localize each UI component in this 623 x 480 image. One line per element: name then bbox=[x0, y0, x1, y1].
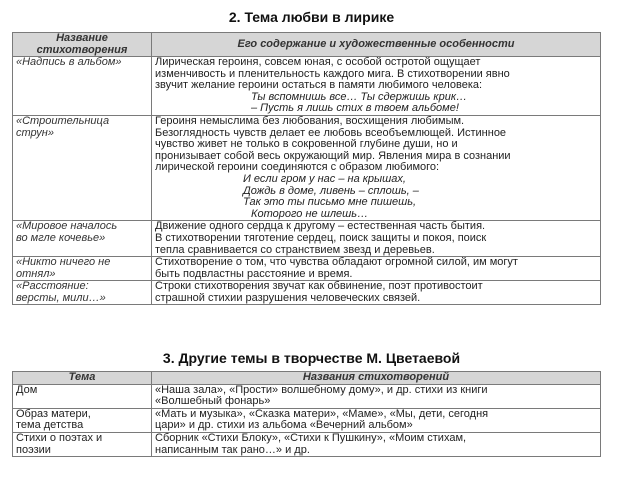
description-line: быть подвластны расстояние и время. bbox=[155, 268, 353, 280]
description-line: Стихотворение о том, что чувства обладают огромной силой, им могут bbox=[155, 257, 518, 269]
description-line: Движение одного сердца к другому – естественная часть бытия. bbox=[155, 221, 486, 233]
table-row bbox=[13, 432, 601, 456]
poem-title-line: во мгле кочевье» bbox=[16, 232, 106, 244]
description-line: лирической героини соединяются с образом любимого: bbox=[155, 162, 440, 174]
theme-cell bbox=[13, 408, 152, 432]
poem-title-cell bbox=[13, 281, 152, 305]
other-themes-table bbox=[12, 371, 601, 457]
poem-title-line: «Мировое началось bbox=[16, 221, 118, 233]
poem-quote-line: Дождь в доме, ливень – сплошь, – bbox=[243, 184, 419, 197]
poem-title-line: «Никто ничего не bbox=[16, 257, 111, 269]
poem-quote-line: Которого не шлешь… bbox=[251, 207, 369, 220]
description-line: пронизывает собой весь окружающий мир. Явления мира в сознании bbox=[155, 150, 511, 162]
description-line: Строки стихотворения звучат как обвинение, поэт противостоит bbox=[155, 281, 483, 293]
poem-quote-line: Так это ты письмо мне пишешь, bbox=[243, 196, 417, 209]
poem-description-cell bbox=[152, 221, 601, 257]
poem-title-line: «Строительница bbox=[16, 115, 110, 127]
description-line: В стихотворении тяготение сердец, поиск защиты и покоя, поиск bbox=[155, 232, 487, 244]
poem-title-cell bbox=[13, 257, 152, 281]
poem-names-cell bbox=[152, 384, 601, 408]
poem-quote-line: И если гром у нас – на крышах, bbox=[243, 172, 406, 185]
poem-names-cell bbox=[152, 432, 601, 456]
poem-title-line: отнял» bbox=[16, 268, 56, 280]
header-line: стихотворения bbox=[36, 44, 128, 56]
description-line: Безоглядность чувств делает ее любовь всеобъемлющей. Истинное bbox=[155, 127, 507, 139]
theme-line: Образ матери, bbox=[16, 408, 91, 420]
theme-line: тема детства bbox=[16, 420, 84, 432]
description-line: страшной стихии разрушения человеческих связей. bbox=[155, 292, 421, 304]
description-line: чувство живет не только в сокровенной глубине души, но и bbox=[155, 139, 458, 151]
table-row bbox=[13, 257, 601, 281]
column-header-poem-names: Названия стихотворений bbox=[152, 372, 601, 385]
poem-title-cell bbox=[13, 115, 152, 220]
column-header-theme: Тема bbox=[13, 372, 152, 385]
poem-description-cell bbox=[152, 115, 601, 220]
description-line: Героиня немыслима без любования, восхищения любимым. bbox=[155, 115, 465, 127]
poem-names-line: Сборник «Стихи Блоку», «Стихи к Пушкину», «Моим стихам, bbox=[155, 432, 467, 444]
theme-line: Стихи о поэтах и bbox=[16, 432, 103, 444]
poem-names-line: «Мать и музыка», «Сказка матери», «Маме», «Мы, дети, сегодня bbox=[155, 408, 489, 420]
poem-title-cell bbox=[13, 221, 152, 257]
poem-names-line: написанным так рано…» и др. bbox=[155, 444, 310, 456]
poem-description-cell bbox=[152, 57, 601, 116]
table-row bbox=[13, 384, 601, 408]
poem-quote-line: Ты вспомнишь все… Ты сдержишь крик… bbox=[251, 90, 468, 103]
table-row bbox=[13, 57, 601, 116]
table-header-row bbox=[13, 372, 601, 385]
poem-title-line: версты, мили…» bbox=[16, 292, 106, 304]
description-line: Лирическая героиня, совсем юная, с особой остротой ощущает bbox=[155, 57, 481, 68]
poem-quote-line: – Пусть я лишь стих в твоем альбоме! bbox=[251, 102, 459, 115]
poem-description-cell bbox=[152, 257, 601, 281]
poem-title-line: «Расстояние: bbox=[16, 281, 89, 293]
poem-description-cell bbox=[152, 281, 601, 305]
theme-cell bbox=[13, 432, 152, 456]
love-theme-table bbox=[12, 32, 601, 305]
poem-names-line: «Волшебный фонарь» bbox=[155, 396, 271, 408]
header-line: Название bbox=[56, 33, 108, 44]
column-header-content: Его содержание и художественные особенности bbox=[152, 33, 601, 57]
description-line: изменчивость и пленительность каждого мига. В стихотворении явно bbox=[155, 68, 510, 80]
section-heading-other-themes: 3. Другие темы в творчестве М. Цветаевой bbox=[162, 350, 461, 366]
description-line: звучит желание героини остаться в памяти любимого человека: bbox=[155, 80, 483, 92]
poem-names-line: «Наша зала», «Прости» волшебному дому», и др. стихи из книги bbox=[155, 384, 488, 396]
poem-title-line: струн» bbox=[16, 127, 54, 139]
poem-names-cell bbox=[152, 408, 601, 432]
table-row bbox=[13, 221, 601, 257]
theme-line: поэзии bbox=[16, 444, 51, 456]
table-row bbox=[13, 281, 601, 305]
section-heading-love: 2. Тема любви в лирике bbox=[228, 9, 395, 25]
poem-title-line: «Надпись в альбом» bbox=[16, 57, 122, 68]
poem-title-cell bbox=[13, 57, 152, 116]
table-row bbox=[13, 408, 601, 432]
description-line: тепла сравнивается со странствием звезд и деревьев. bbox=[155, 244, 435, 256]
column-header-poem-title bbox=[13, 33, 152, 57]
table-header-row bbox=[13, 33, 601, 57]
theme-cell bbox=[13, 384, 152, 408]
poem-names-line: цари» и др. стихи из альбома «Вечерний альбом» bbox=[155, 420, 413, 432]
table-row bbox=[13, 115, 601, 220]
theme-line: Дом bbox=[16, 384, 38, 396]
